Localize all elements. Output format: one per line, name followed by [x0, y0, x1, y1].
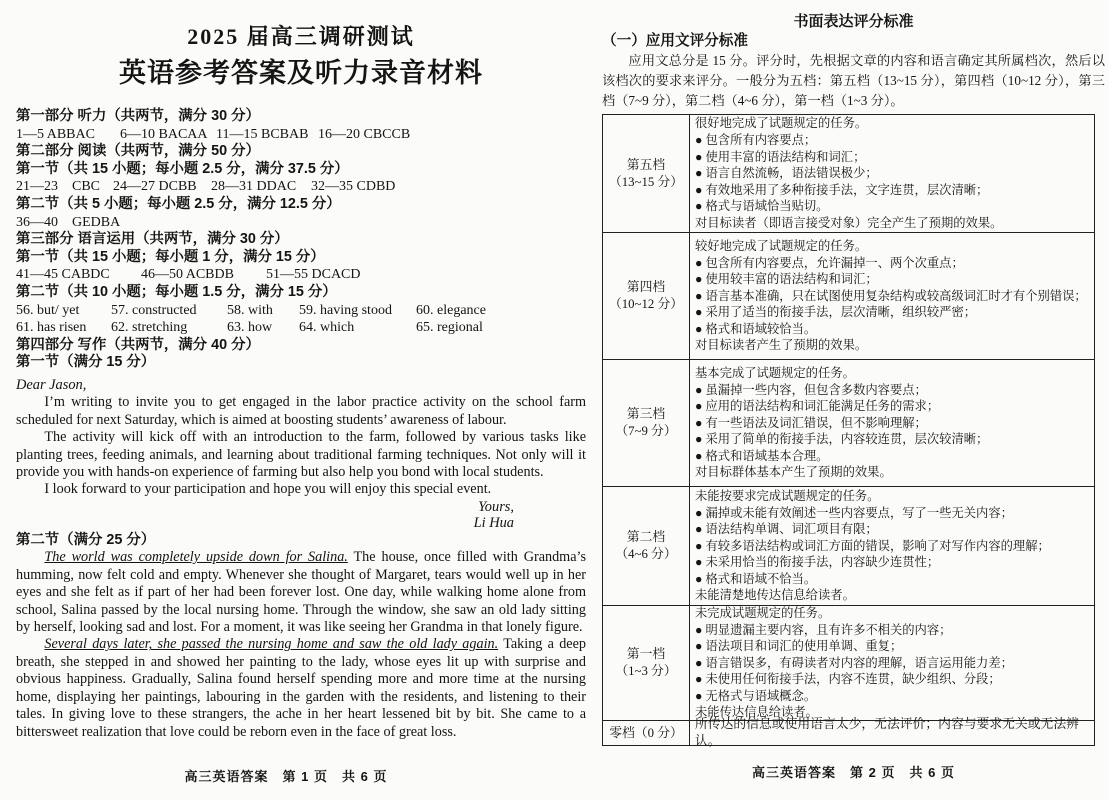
criteria-bullet: ● 虽漏掉一些内容，但包含多数内容要点； [695, 382, 927, 397]
criteria-bullet: ● 有较多语法结构或词汇方面的错误，影响了对写作内容的理解； [695, 538, 1050, 553]
answer-group: 28—31 DDAC [211, 179, 297, 195]
essay-given-sentence-2: Several days later, she passed the nursing home and saw the old lady again. [44, 636, 499, 653]
essay-paragraph-2 [16, 636, 586, 740]
reading-section2-heading: 第二节（共 5 小题；每小题 2.5 分，满分 12.5 分） [16, 195, 341, 212]
band-name: 第三档 [626, 407, 666, 421]
reading-section1-heading: 第一节（共 15 小题；每小题 2.5 分，满分 37.5 分） [16, 160, 349, 177]
band-bullet-list [695, 505, 1089, 588]
band-summary: 未完成试题规定的任务。 [695, 605, 831, 620]
rubric-row-band0 [603, 717, 1094, 748]
criteria-bullet: ● 格式和语域基本合理。 [695, 448, 829, 463]
part4-heading: 第四部分 写作（共两节，满分 40 分） [16, 336, 260, 353]
exam-subject-title: 英语参考答案及听力录音材料 [119, 58, 483, 88]
criteria-bullet: ● 未采用恰当的衔接手法，内容缺少连贯性； [695, 555, 940, 570]
rubric-title: 书面表达评分标准 [793, 13, 914, 30]
language-section1-heading: 第一节（共 15 小题；每小题 1 分，满分 15 分） [16, 248, 325, 265]
rubric-row-band1 [603, 605, 1094, 720]
criteria-bullet: ● 采用了简单的衔接手法，内容较连贯，层次较清晰； [695, 432, 989, 447]
band-bullet-list [695, 382, 1089, 465]
band-range: （13~15 分） [608, 174, 684, 189]
fill-answer: 65. regional [416, 320, 483, 336]
criteria-bullet: ● 格式和语域不恰当。 [695, 571, 817, 586]
band-name: 第五档 [626, 157, 666, 172]
letter-closing: Yours, [478, 498, 514, 515]
part3-heading: 第三部分 语言运用（共两节，满分 30 分） [16, 231, 289, 248]
answer-group: 11—15 BCBAB [216, 126, 309, 142]
answer-group: 46—50 ACBDB [141, 267, 234, 283]
page1-footer: 高三英语答案 第 1 页 共 6 页 [184, 769, 388, 784]
fill-answers-row-2 [16, 319, 586, 337]
answer-group: 24—27 DCBB [113, 179, 197, 195]
band5-criteria-cell [690, 115, 1094, 232]
rubric-section-heading: （一）应用文评分标准 [602, 33, 748, 49]
fill-answer: 57. constructed [111, 302, 197, 318]
band-effect: 对目标读者产生了预期的效果。 [695, 338, 868, 353]
band2-criteria-cell [690, 487, 1094, 605]
band4-criteria-cell [690, 233, 1094, 359]
criteria-bullet: ● 有一些语法及词汇错误，但不影响理解； [695, 415, 927, 430]
criteria-bullet: ● 语言基本准确，只在试图使用复杂结构或较高级词汇时才有个别错误； [695, 288, 1087, 303]
letter-salutation: Dear Jason, [16, 376, 87, 393]
essay-continuation-2: Taking a deep breath, she stepped in and showed her painting to the lady, whose eyes lit up with surprise and obvious happiness. Gradually, Salina found herself spending more and more time at the nursing home, displaying her paintings, labouring in the garden with the residents, and listening to their tales. In giving love to these strangers, the ache in her heart lessened bit by bit. She came to a bittersweet realization that love could be reborn even in the face of great loss. [16, 636, 586, 740]
fill-answer: 56. but/ yet [16, 302, 80, 318]
fill-answer: 64. which [299, 320, 355, 336]
part1-heading: 第一部分 听力（共两节，满分 30 分） [16, 108, 260, 124]
criteria-bullet: ● 未使用任何衔接手法，内容不连贯，缺少组织、分段； [695, 672, 1001, 687]
criteria-bullet: ● 语言自然流畅，语法错误极少； [695, 166, 878, 181]
page2-footer: 高三英语答案 第 2 页 共 6 页 [752, 765, 955, 780]
band-effect: 对目标读者（即语言接受对象）完全产生了预期的效果。 [695, 215, 1003, 230]
exam-session-title: 2025 届高三调研测试 [187, 24, 415, 49]
rubric-page-2 [602, 12, 1105, 746]
criteria-bullet: ● 包含所有内容要点，允许漏掉一、两个次重点； [695, 255, 964, 270]
reading-section2-answers: 36—40 GEDBA [16, 214, 121, 230]
band1-criteria-cell [690, 606, 1094, 720]
band0-label-cell: 零档（0 分） [603, 721, 690, 745]
criteria-bullet: ● 包含所有内容要点； [695, 133, 817, 148]
rubric-row-band5 [603, 115, 1094, 232]
band-summary: 基本完成了试题规定的任务。 [695, 365, 855, 380]
language-section2-heading: 第二节（共 10 小题；每小题 1.5 分，满分 15 分） [16, 283, 337, 300]
band3-label-cell [603, 360, 690, 486]
answer-group: 21—23 CBC [16, 179, 101, 195]
band5-label-cell [603, 115, 690, 232]
fill-answer: 63. how [227, 320, 273, 336]
band2-label-cell [603, 487, 690, 605]
rubric-intro-paragraph: 应用文总分是 15 分。评分时，先根据文章的内容和语言确定其所属档次，然后以该档次的要求来评分。一般分为五档：第五档（13~15 分），第四档（10~12 分），第三档（7~9 分），第二档（4~6 分），第一档（1~3 分）。 [602, 53, 1105, 108]
band-range: （1~3 分） [615, 664, 677, 678]
criteria-bullet: ● 使用较丰富的语法结构和词汇； [695, 272, 878, 287]
band1-label-cell [603, 606, 690, 720]
answer-group: 16—20 CBCCB [318, 126, 411, 142]
essay-continuation-1: The house, once filled with Grandma’s humming, now felt cold and empty. Whenever she thought of Margaret, tears would well up in her eyes and she felt as if part of her had been forever lost. One day, while walking home alone from school, Salina passed by the local nursing home. Through the window, she saw an old lady sitting by herself, looking sad and lost. For a moment, it was like seeing her Grandma in that lonely figure. [16, 549, 586, 636]
band-effect: 未能清楚地传达信息给读者。 [695, 588, 855, 603]
band-name: 第四档 [626, 280, 666, 294]
answer-key-page-1 [16, 24, 586, 741]
writing-section2-heading: 第二节（满分 25 分） [16, 531, 156, 548]
answer-group: 41—45 CABDC [16, 267, 110, 283]
letter-signature: Li Hua [473, 514, 514, 531]
fill-answers-row-1 [16, 302, 586, 320]
criteria-bullet: ● 格式与语域恰当贴切。 [695, 199, 829, 214]
reading-section1-answers-row [16, 178, 586, 196]
answer-group: 51—55 DCACD [266, 267, 361, 283]
scoring-rubric-table [602, 114, 1095, 746]
criteria-bullet: ● 有效地采用了多种衔接手法，文字连贯，层次清晰； [695, 182, 989, 197]
band-range: （10~12 分） [608, 297, 684, 311]
criteria-bullet: ● 无格式与语域概念。 [695, 688, 817, 703]
criteria-bullet: ● 使用丰富的语法结构和词汇； [695, 149, 866, 164]
criteria-bullet: ● 漏掉或未能有效阐述一些内容要点，写了一些无关内容； [695, 505, 1013, 520]
criteria-bullet: ● 明显遗漏主要内容，且有许多不相关的内容； [695, 622, 952, 637]
letter-paragraph-3: I look forward to your participation and hope you will enjoy this special event. [44, 481, 492, 498]
band-range: （7~9 分） [615, 424, 677, 438]
criteria-bullet: ● 格式和语域较恰当。 [695, 321, 817, 336]
letter-paragraph-1: I’m writing to invite you to get engaged in the labor practice activity on the school farm scheduled for next Saturday, which is aimed at boosting students’ awareness of labour. [16, 394, 586, 428]
rubric-row-band2 [603, 486, 1094, 605]
letter-paragraph-2: The activity will kick off with an introduction to the farm, followed by various tasks like planting trees, feeding animals, and learning about traditional farming techniques. Not only will it provide you with hands-on experience of farming but also help you bond with local students. [16, 429, 586, 481]
criteria-bullet: ● 语法结构单调、词汇项目有限； [695, 522, 878, 537]
band-summary: 较好地完成了试题规定的任务。 [695, 238, 868, 253]
band-summary: 很好地完成了试题规定的任务。 [695, 116, 868, 131]
band-summary: 未能按要求完成试题规定的任务。 [695, 488, 880, 503]
band-name: 第一档 [626, 647, 666, 661]
letter-closing-block [16, 499, 586, 531]
essay-given-sentence-1: The world was completely upside down for Salina. [44, 549, 348, 566]
criteria-bullet: ● 语法项目和词汇的使用单调、重复； [695, 639, 903, 654]
band4-label-cell [603, 233, 690, 359]
criteria-bullet: ● 应用的语法结构和词汇能满足任务的需求； [695, 399, 940, 414]
fill-answer: 62. stretching [111, 320, 188, 336]
band0-criteria-cell: 所传达的信息或使用语言太少，无法评价；内容与要求无关或无法辨认。 [695, 717, 1079, 748]
writing-section1-heading: 第一节（满分 15 分） [16, 354, 156, 371]
band-range: （4~6 分） [615, 547, 677, 561]
answer-group: 32—35 CDBD [311, 179, 396, 195]
band-bullet-list [695, 255, 1089, 338]
fill-answer: 61. has risen [16, 320, 87, 336]
rubric-row-band4 [603, 232, 1094, 359]
band-effect: 未能传达信息给读者。 [695, 705, 818, 720]
band-name: 第二档 [626, 530, 666, 544]
criteria-bullet: ● 语言错误多，有碍读者对内容的理解，语言运用能力差； [695, 655, 1013, 670]
essay-paragraph-1 [16, 549, 586, 636]
listening-answers-row [16, 126, 586, 144]
criteria-bullet: ● 采用了适当的衔接手法，层次清晰，组织较严密； [695, 305, 977, 320]
band-effect: 对目标群体基本产生了预期的效果。 [695, 465, 892, 480]
band-bullet-list [695, 132, 1089, 215]
answer-group: 1—5 ABBAC [16, 126, 95, 142]
answer-group: 6—10 BACAA [120, 126, 208, 142]
rubric-row-band3 [603, 359, 1094, 486]
band3-criteria-cell [690, 360, 1094, 486]
fill-answer: 58. with [227, 302, 273, 318]
fill-answer: 60. elegance [416, 302, 486, 318]
fill-answer: 59. having stood [299, 302, 392, 318]
part2-heading: 第二部分 阅读（共两节，满分 50 分） [16, 143, 260, 160]
band-bullet-list [695, 622, 1089, 705]
language-section1-answers-row [16, 266, 586, 284]
